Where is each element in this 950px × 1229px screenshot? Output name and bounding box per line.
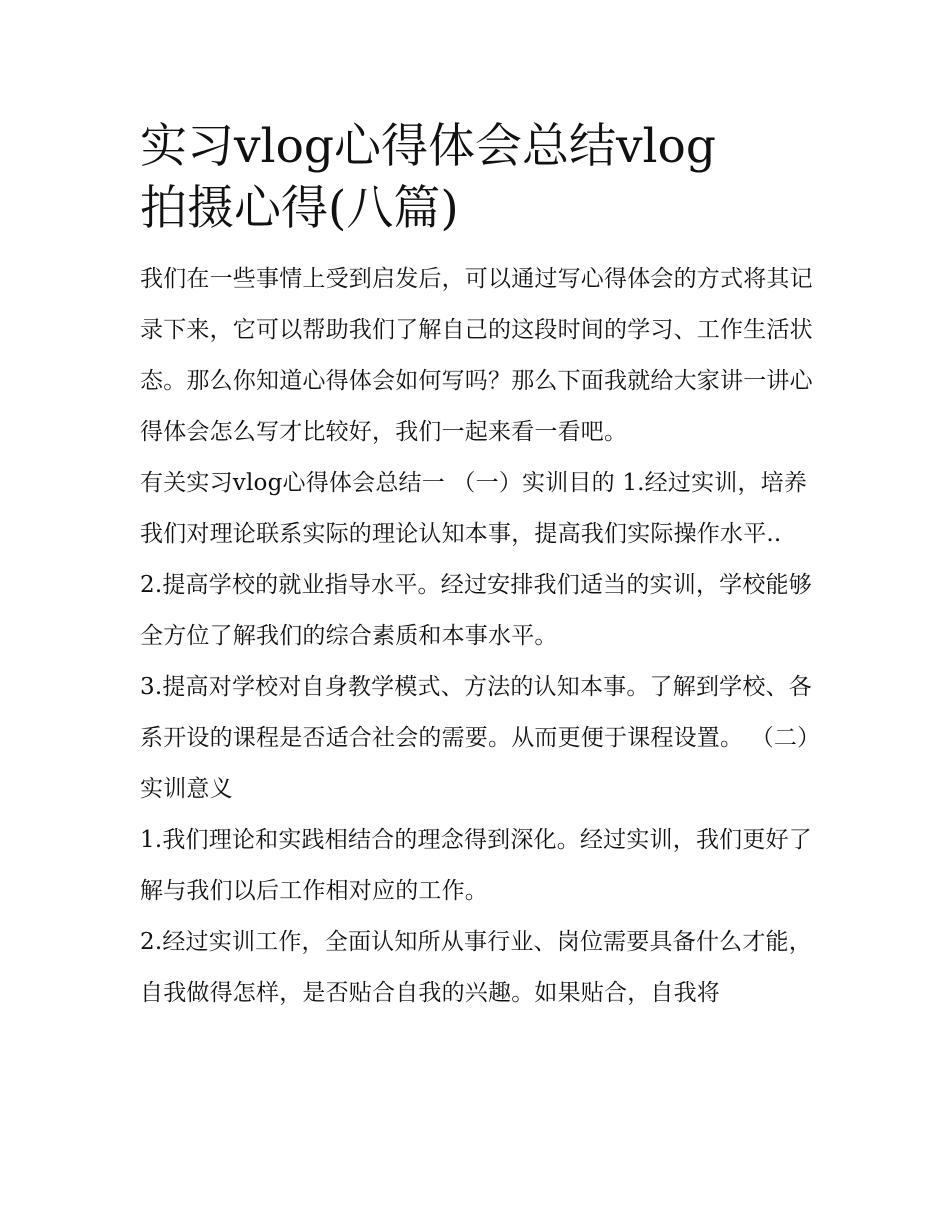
title-line-1: 实习vlog心得体会总结vlog [140, 119, 716, 174]
paragraph-purpose: 有关实习vlog心得体会总结一 （一）实训目的 1.经过实训，培养我们对理论联系实际的理论认知本事，提高我们实际操作水平.. [140, 470, 808, 547]
title-line-2: 拍摄心得(八篇) [140, 181, 459, 236]
paragraph-intro: 我们在一些事情上受到启发后，可以通过写心得体会的方式将其记录下来，它可以帮助我们了解自己的这段时间的学习、工作生活状态。那么你知道心得体会如何写吗？那么下面我就给大家讲一讲心得体会怎么写才比较好，我们一起来看一看吧。 [140, 266, 813, 445]
document-title [140, 116, 820, 240]
document-body [140, 254, 820, 1019]
paragraph-significance-2: 2.经过实训工作，全面认知所从事行业、岗位需要具备什么才能，自我做得怎样，是否贴合自我的兴趣。如果贴合，自我将 [140, 929, 812, 1006]
document-page [140, 116, 820, 1019]
paragraph-significance-1: 1.我们理论和实践相结合的理念得到深化。经过实训，我们更好了解与我们以后工作相对应的工作。 [140, 827, 812, 904]
paragraph-point-2: 2.提高学校的就业指导水平。经过安排我们适当的实训，学校能够全方位了解我们的综合素质和本事水平。 [140, 572, 812, 649]
paragraph-point-3: 3.提高对学校对自身教学模式、方法的认知本事。了解到学校、各系开设的课程是否适合社会的需要。从而更便于课程设置。 （二）实训意义 [140, 674, 812, 802]
